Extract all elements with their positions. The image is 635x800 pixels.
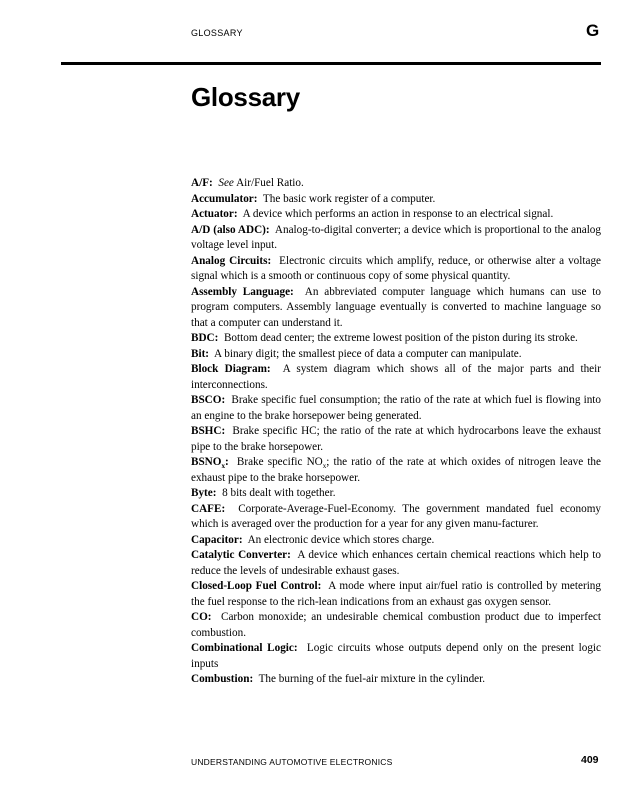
glossary-definition: [191, 456, 601, 484]
glossary-definition: Bottom dead center; the extreme lowest position of the piston during its stroke.: [223, 332, 578, 344]
glossary-definition: Corporate-Average-Fuel-Economy. The government mandated fuel economy which is averaged over the production for a year for any given manu-facturer.: [191, 502, 601, 530]
glossary-entry: [191, 610, 601, 641]
glossary-term: Combinational Logic:: [191, 642, 298, 654]
glossary-entry: [191, 207, 601, 223]
glossary-term: CO:: [191, 611, 212, 623]
glossary-term: [191, 456, 229, 471]
glossary-definition: Air/Fuel Ratio.: [236, 177, 304, 189]
term-subscript: x: [221, 462, 225, 471]
glossary-definition: A device which performs an action in response to an electrical signal.: [242, 208, 554, 220]
see-reference: See: [218, 177, 234, 189]
glossary-entry: [191, 641, 601, 672]
glossary-entry: [191, 285, 601, 332]
glossary-definition: A binary digit; the smallest piece of data a computer can manipulate.: [214, 347, 522, 360]
glossary-entry: [191, 254, 601, 285]
glossary-definition: Electronic circuits which amplify, reduce, or otherwise alter a voltage signal which is a smooth or continuous copy of some physical quantity.: [191, 254, 602, 282]
glossary-entry: [191, 362, 601, 393]
glossary-term: Combustion:: [191, 673, 254, 685]
glossary-entry: [191, 455, 601, 486]
glossary-entry: [191, 579, 601, 610]
definition-rest: ; the ratio of the rate at which oxides of nitrogen leave the exhaust pipe to the brake horsepower.: [191, 456, 601, 484]
term-colon: :: [224, 456, 229, 468]
glossary-entry: [191, 192, 601, 208]
glossary-term: BSHC:: [191, 425, 226, 437]
glossary-definition: 8 bits dealt with together.: [222, 487, 336, 499]
glossary-term: CAFE:: [191, 502, 226, 515]
glossary-term: A/D (also ADC):: [191, 223, 270, 236]
glossary-definition: A mode where input air/fuel ratio is controlled by metering the fuel response to the rich-lean indications from an exhaust gas oxygen sensor.: [191, 580, 601, 608]
glossary-term: Block Diagram:: [191, 363, 271, 375]
glossary-term: A/F:: [191, 177, 213, 189]
glossary-term: Actuator:: [191, 208, 238, 220]
glossary-definition: Carbon monoxide; an undesirable chemical combustion product due to imperfect combustion.: [191, 611, 602, 639]
glossary-definition: Brake specific HC; the ratio of the rate at which hydrocarbons leave the exhaust pipe to the brake horsepower.: [191, 425, 601, 453]
glossary-definition: Brake specific fuel consumption; the ratio of the rate at which fuel is flowing into an engine to the brake horsepower being generated.: [191, 394, 601, 422]
section-letter: G: [586, 21, 600, 40]
glossary-entry: [191, 548, 601, 579]
glossary-entry: [191, 176, 601, 192]
page-number: 409: [581, 754, 599, 766]
glossary-list: [191, 176, 601, 688]
glossary-term: BDC:: [191, 332, 219, 344]
glossary-definition: A system diagram which shows all of the major parts and their interconnections.: [191, 363, 601, 391]
header-rule: [61, 62, 601, 65]
glossary-term: BSCO:: [191, 394, 226, 406]
glossary-entry: [191, 672, 601, 688]
glossary-term: Assembly Language:: [191, 285, 294, 298]
glossary-definition: Analog-to-digital converter; a device which is proportional to the analog voltage level input.: [191, 223, 601, 251]
glossary-term: Capacitor:: [191, 533, 243, 546]
glossary-definition: A device which enhances certain chemical reactions which help to reduce the levels of undesirable exhaust gases.: [191, 549, 602, 577]
glossary-term: Bit:: [191, 347, 210, 360]
glossary-entry: [191, 331, 601, 347]
glossary-entry: [191, 424, 601, 455]
page-title: Glossary: [191, 82, 300, 112]
glossary-definition: Logic circuits whose outputs depend only on the present logic inputs: [191, 642, 601, 670]
glossary-term: Analog Circuits:: [191, 254, 272, 267]
glossary-term: Byte:: [191, 487, 217, 499]
glossary-definition: The burning of the fuel-air mixture in the cylinder.: [258, 673, 486, 685]
glossary-term: Accumulator:: [191, 192, 258, 205]
running-header: GLOSSARY: [191, 28, 243, 38]
definition-subscript: x: [322, 462, 327, 471]
glossary-definition: An abbreviated computer language which humans can use to program computers. Assembly language eventually is converted to machine language so that a computer can understand it.: [191, 285, 601, 329]
glossary-term: Closed-Loop Fuel Control:: [191, 580, 322, 592]
glossary-term: Catalytic Converter:: [191, 549, 291, 561]
book-title-footer: UNDERSTANDING AUTOMOTIVE ELECTRONICS: [191, 757, 393, 767]
definition-text: Brake specific NO: [236, 456, 323, 468]
term-text: BSNO: [191, 456, 222, 468]
glossary-definition: The basic work register of a computer.: [262, 192, 436, 205]
glossary-definition: An electronic device which stores charge.: [247, 533, 435, 546]
glossary-entry: [191, 502, 601, 533]
glossary-entry: [191, 533, 601, 549]
glossary-entry: [191, 486, 601, 502]
glossary-entry: [191, 223, 601, 254]
glossary-entry: [191, 347, 601, 363]
glossary-entry: [191, 393, 601, 424]
